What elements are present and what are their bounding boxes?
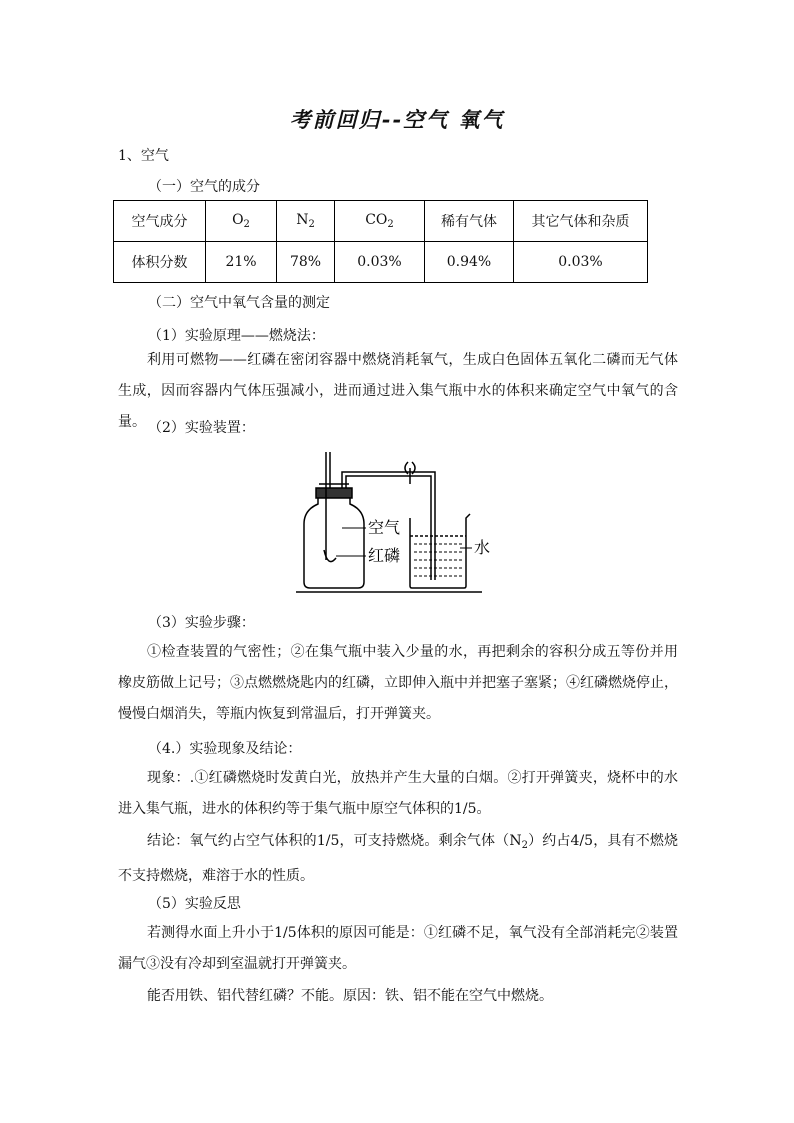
- table-cell: 78%: [277, 242, 335, 283]
- table-cell: 体积分数: [114, 242, 206, 283]
- step-heading: （5）实验反思: [148, 896, 241, 912]
- table-row: [114, 201, 648, 242]
- table-cell: 稀有气体: [425, 201, 514, 242]
- table-cell: 0.03%: [335, 242, 425, 283]
- experiment-apparatus-diagram: [290, 440, 500, 600]
- paragraph: 利用可燃物——红磷在密闭容器中燃烧消耗氧气，生成白色固体五氧化二磷而无气体生成，因而容器内气体压强减小，进而通过进入集气瓶中水的体积来确定空气中氧气的含量。: [118, 352, 678, 430]
- table-cell: 0.94%: [425, 242, 514, 283]
- table-cell: 其它气体和杂质: [514, 201, 648, 242]
- table-cell: 空气成分: [114, 201, 206, 242]
- step-heading: （4.）实验现象及结论：: [148, 741, 302, 757]
- paragraph: 结论：氧气约占空气体积的1/5，可支持燃烧。剩余气体$(N_2)$约占4/5，具有不燃烧不支持燃烧，难溶于水的性质。: [118, 833, 679, 884]
- step-heading: （1）实验原理——燃烧法：: [148, 328, 325, 344]
- paragraph: ①检查装置的气密性；②在集气瓶中装入少量的水，再把剩余的容积分成五等份并用橡皮筋做上记号；③点燃燃烧匙内的红磷，立即伸入瓶中并把塞子塞紧；④红磷燃烧停止，慢慢白烟消失，等瓶内恢复到常温后，打开弹簧夹。: [118, 644, 678, 722]
- paragraph: 若测得水面上升小于1/5体积的原因可能是：①红磷不足，氧气没有全部消耗完②装置漏气③没有冷却到室温就打开弹簧夹。: [118, 925, 678, 972]
- table-cell: 0.03%: [514, 242, 648, 283]
- step-heading: （3）实验步骤：: [148, 615, 255, 631]
- table-cell: 21%: [206, 242, 277, 283]
- subsection-heading: （二）空气中氧气含量的测定: [148, 295, 330, 311]
- spring-clip: [405, 462, 415, 484]
- section-heading: 1、空气: [118, 148, 169, 164]
- gas-collecting-bottle: [304, 498, 364, 588]
- label-red-phosphorus: 红磷: [368, 548, 401, 565]
- subsection-heading: （一）空气的成分: [148, 179, 260, 195]
- air-composition-table: [113, 200, 648, 283]
- label-water: 水: [474, 540, 491, 557]
- table-row: [114, 242, 648, 283]
- beaker: [410, 514, 470, 588]
- page-title: 考前回归--空气 氧气: [289, 107, 505, 132]
- table-cell: $CO_2$: [335, 201, 425, 242]
- paragraph: 现象：.①红磷燃烧时发黄白光，放热并产生大量的白烟。②打开弹簧夹，烧杯中的水进入集气瓶，进水的体积约等于集气瓶中原空气体积的1/5。: [118, 770, 678, 817]
- step-heading: （2）实验装置：: [148, 420, 255, 436]
- table-cell: $O_2$: [206, 201, 277, 242]
- rubber-stopper: [316, 488, 352, 498]
- label-air: 空气: [368, 520, 401, 537]
- paragraph: 能否用铁、铝代替红磷？不能。原因：铁、铝不能在空气中燃烧。: [147, 988, 553, 1004]
- table-cell: $N_2$: [277, 201, 335, 242]
